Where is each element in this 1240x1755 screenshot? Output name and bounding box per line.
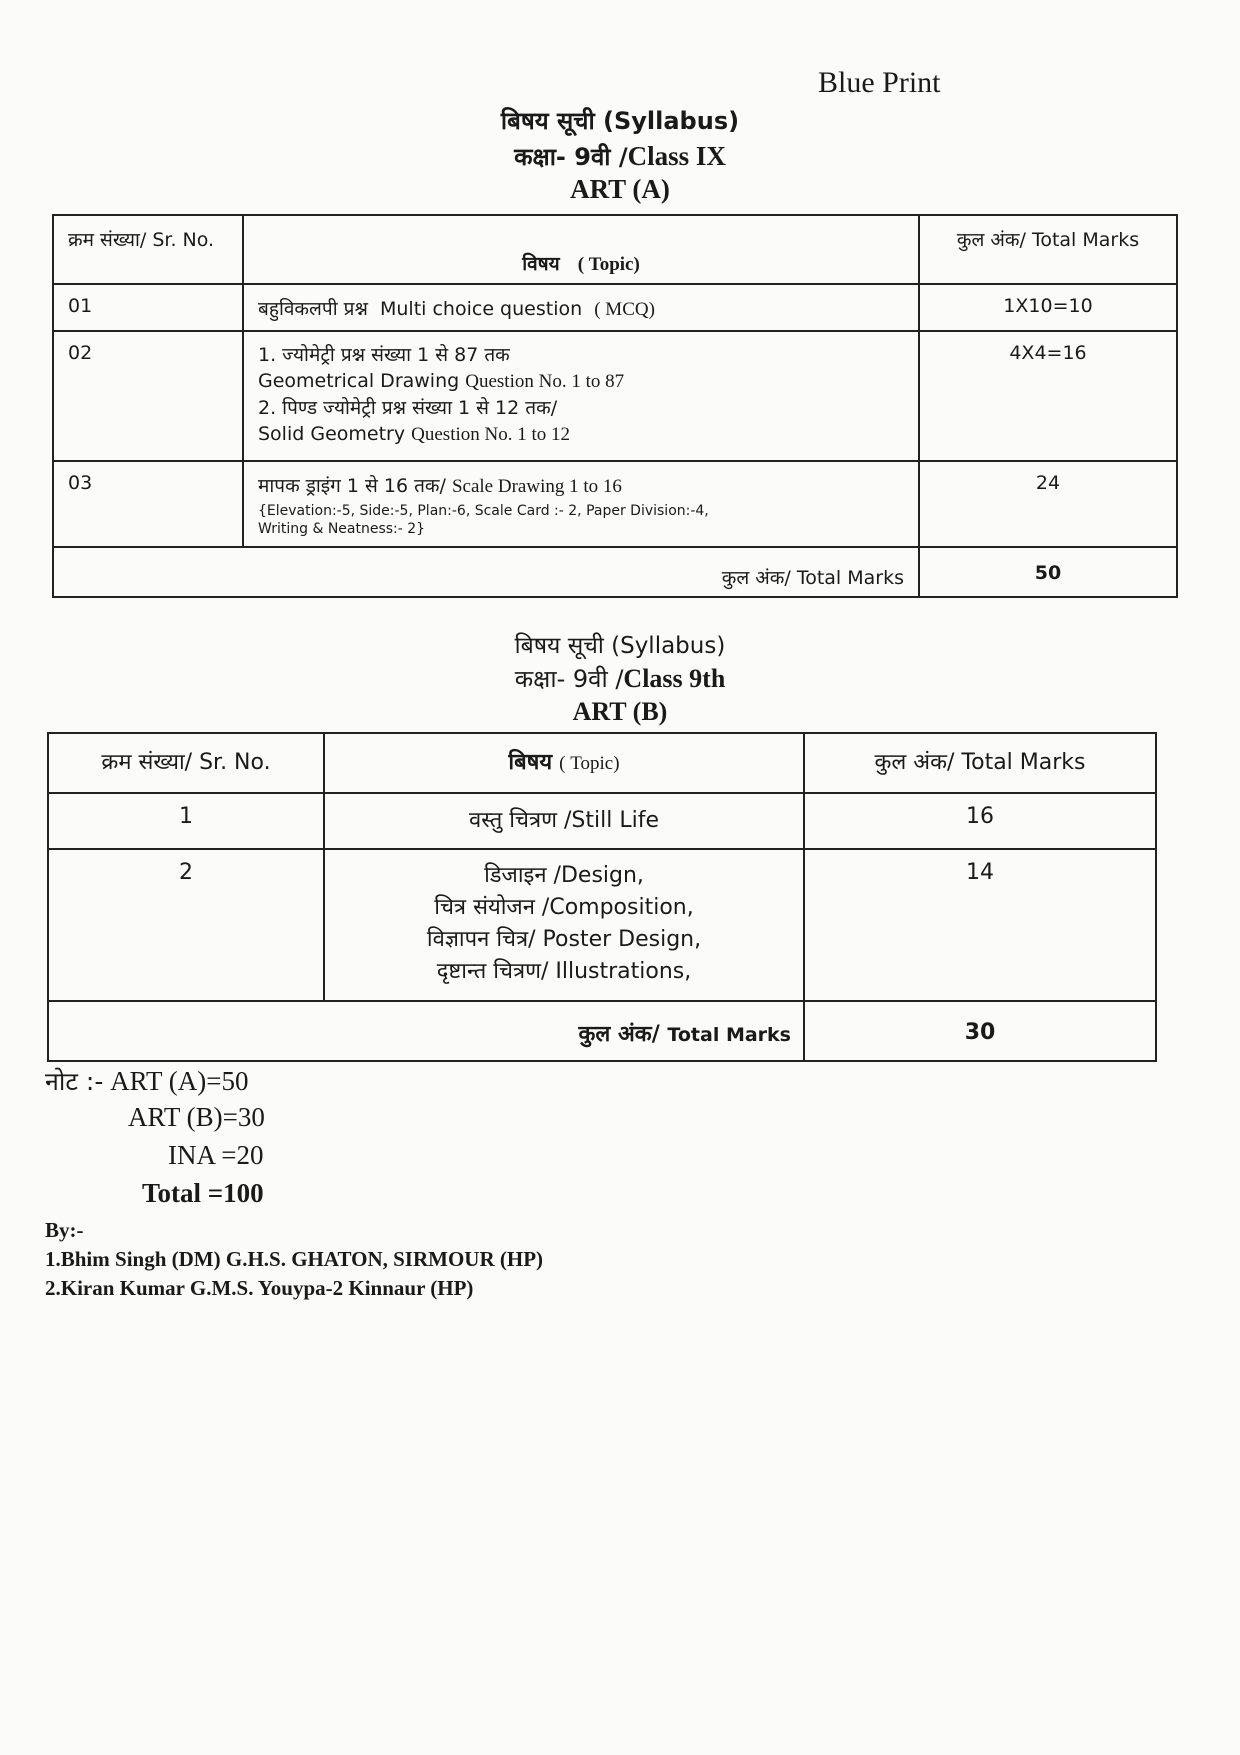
author-1: 1.Bhim Singh (DM) G.H.S. GHATON, SIRMOUR (HP) bbox=[45, 1247, 544, 1271]
topic-en: Scale Drawing 1 to 16 bbox=[451, 476, 622, 497]
topic-header-en: ( Topic) bbox=[577, 254, 640, 275]
sr-no-cell: 1 bbox=[48, 793, 324, 849]
topic-header-hi: विषय bbox=[522, 253, 560, 275]
marks-cell: 24 bbox=[919, 461, 1177, 547]
note-art-a-value: ART (A)=50 bbox=[110, 1066, 249, 1096]
total-row bbox=[53, 547, 1177, 597]
topic-line: विज्ञापन चित्र/ Poster Design, bbox=[426, 927, 702, 952]
by-label: By:- bbox=[45, 1218, 84, 1242]
art-a-class-hi: कक्षा- 9वी / bbox=[514, 143, 628, 171]
total-label-en: Total Marks bbox=[667, 1024, 791, 1046]
marks-cell: 14 bbox=[804, 849, 1156, 1001]
topic-header-en: ( Topic) bbox=[559, 753, 620, 774]
topic-line: Geometrical Drawing Question No. 1 to 87 bbox=[258, 370, 625, 392]
topic-hi: बहुविकलपी प्रश्न bbox=[258, 298, 368, 320]
topic-line: दृष्टान्त चित्रण/ Illustrations, bbox=[436, 959, 692, 984]
note-ina: INA =20 bbox=[168, 1140, 264, 1170]
sr-no-cell: 03 bbox=[53, 461, 243, 547]
total-marks-label bbox=[48, 1001, 804, 1061]
topic-tag: ( MCQ) bbox=[594, 299, 655, 320]
art-a-syllabus-title: बिषय सूची (Syllabus) bbox=[500, 107, 740, 135]
art-b-class-heading bbox=[0, 662, 1240, 695]
sr-no-cell: 2 bbox=[48, 849, 324, 1001]
topic-header bbox=[243, 215, 919, 284]
topic-cell bbox=[243, 284, 919, 331]
table-row bbox=[53, 461, 1177, 547]
blue-print-label: Blue Print bbox=[818, 66, 941, 99]
art-b-table bbox=[47, 732, 1157, 1062]
topic-cell bbox=[324, 849, 804, 1001]
art-b-class-hi: कक्षा- 9वी / bbox=[514, 665, 624, 693]
topic-line: डिजाइन /Design, bbox=[484, 863, 644, 888]
sr-no-cell: 02 bbox=[53, 331, 243, 461]
art-b-title: ART (B) bbox=[572, 697, 668, 726]
table-row bbox=[48, 849, 1156, 1001]
total-marks-value: 50 bbox=[919, 547, 1177, 597]
note-art-b: ART (B)=30 bbox=[128, 1102, 265, 1132]
topic-header bbox=[324, 733, 804, 793]
note-art-a bbox=[45, 1064, 248, 1098]
total-marks-value: 30 bbox=[804, 1001, 1156, 1061]
total-label-hi: कुल अंक/ bbox=[578, 1022, 660, 1047]
note-prefix: नोट :- bbox=[45, 1067, 104, 1096]
topic-line: Solid Geometry Question No. 1 to 12 bbox=[258, 423, 570, 445]
art-a-class-en: Class IX bbox=[627, 141, 726, 171]
marks-cell: 4X4=16 bbox=[919, 331, 1177, 461]
author-2: 2.Kiran Kumar G.M.S. Youypa-2 Kinnaur (HP) bbox=[45, 1276, 474, 1300]
sr-no-header: क्रम संख्या/ Sr. No. bbox=[48, 733, 324, 793]
table-header-row bbox=[48, 733, 1156, 793]
topic-hi: मापक ड्राइंग 1 से 16 तक/ bbox=[258, 475, 446, 497]
topic-line: चित्र संयोजन /Composition, bbox=[434, 895, 694, 920]
topic-line: 1. ज्योमेट्री प्रश्न संख्या 1 से 87 तक bbox=[258, 344, 510, 366]
total-marks-header: कुल अंक/ Total Marks bbox=[804, 733, 1156, 793]
art-a-class-heading bbox=[0, 140, 1240, 173]
topic-cell bbox=[243, 461, 919, 547]
topic-cell bbox=[243, 331, 919, 461]
table-row bbox=[48, 793, 1156, 849]
topic-en: Multi choice question bbox=[380, 298, 583, 320]
art-b-syllabus-title: बिषय सूची (Syllabus) bbox=[514, 633, 726, 659]
total-marks-header: कुल अंक/ Total Marks bbox=[919, 215, 1177, 284]
art-b-class-en: Class 9th bbox=[623, 664, 726, 693]
sr-no-cell: 01 bbox=[53, 284, 243, 331]
marks-cell: 16 bbox=[804, 793, 1156, 849]
topic-header-hi: बिषय bbox=[508, 750, 553, 775]
note-total: Total =100 bbox=[142, 1178, 264, 1208]
topic-line: 2. पिण्ड ज्योमेट्री प्रश्न संख्या 1 से 12 तक/ bbox=[258, 397, 558, 419]
table-row bbox=[53, 331, 1177, 461]
total-row bbox=[48, 1001, 1156, 1061]
topic-cell: वस्तु चित्रण /Still Life bbox=[324, 793, 804, 849]
table-header-row bbox=[53, 215, 1177, 284]
sr-no-header: क्रम संख्या/ Sr. No. bbox=[53, 215, 243, 284]
art-a-table bbox=[52, 214, 1178, 598]
topic-detail: {Elevation:-5, Side:-5, Plan:-6, Scale Card :- 2, Paper Division:-4, Writing & Neatness:- 2} bbox=[258, 503, 709, 537]
total-marks-label: कुल अंक/ Total Marks bbox=[53, 547, 919, 597]
art-a-title: ART (A) bbox=[570, 174, 670, 204]
marks-cell: 1X10=10 bbox=[919, 284, 1177, 331]
table-row bbox=[53, 284, 1177, 331]
